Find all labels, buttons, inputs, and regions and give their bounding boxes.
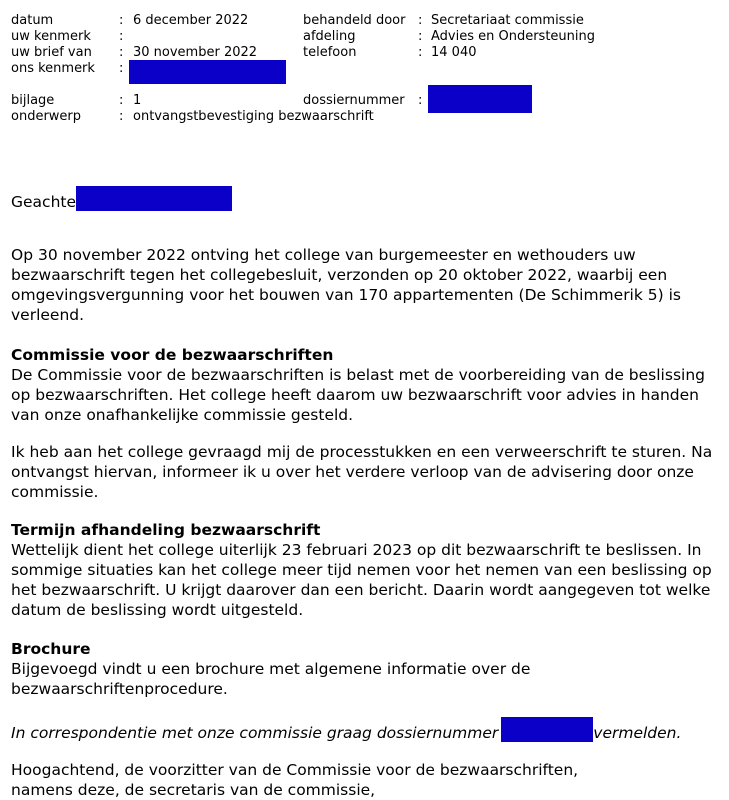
header-label-onderwerp: onderwerp <box>11 109 82 124</box>
correspondence-text-before: In correspondentie met onze commissie graag dossiernummer <box>11 724 499 742</box>
correspondence-note <box>11 717 723 743</box>
header-colon: : <box>119 29 124 44</box>
redacted-dossiernummer <box>428 85 532 113</box>
header-value-onderwerp: ontvangstbevestiging bezwaarschrift <box>133 109 374 124</box>
section-text-termijn: Wettelijk dient het college uiterlijk 23 februari 2023 op dit bezwaarschrift te beslissen. In sommige situaties kan het college meer tijd nemen voor het nemen van een beslissing op het bezwaarschrift. U krijgt daarover dan een bericht. Daarin wordt aangegeven tot welke datum de beslissing wordt uitgesteld. <box>11 541 712 619</box>
header-label-uw-kenmerk: uw kenmerk <box>11 29 91 44</box>
section-brochure <box>11 639 723 699</box>
header-value-behandeld-door: Secretariaat commissie <box>431 13 584 28</box>
header-value-bijlage: 1 <box>133 93 142 108</box>
closing <box>11 760 723 800</box>
section-heading-commissie: Commissie voor de bezwaarschriften <box>11 346 334 364</box>
redacted-name <box>76 186 232 211</box>
intro-paragraph <box>11 245 723 325</box>
header-colon: : <box>418 45 423 60</box>
section-text-commissie-2: Ik heb aan het college gevraagd mij de processtukken en een verweerschrift te sturen. Na ontvangst hiervan, informeer ik u over het verdere verloop van de advisering door onze commissie. <box>11 443 713 501</box>
salutation-text: Geachte <box>11 193 77 211</box>
header-value-datum: 6 december 2022 <box>133 13 249 28</box>
section-commissie <box>11 345 723 425</box>
section-termijn <box>11 520 723 620</box>
header-value-uw-brief-van: 30 november 2022 <box>133 45 258 60</box>
paragraph-processtukken <box>11 442 723 502</box>
header-label-dossiernummer: dossiernummer <box>303 93 405 108</box>
header-colon: : <box>119 109 124 124</box>
header-colon: : <box>418 93 423 108</box>
header-label-behandeld-door: behandeld door <box>303 13 406 28</box>
header-label-afdeling: afdeling <box>303 29 356 44</box>
correspondence-text-after: vermelden. <box>593 724 682 742</box>
section-text-commissie: De Commissie voor de bezwaarschriften is belast met de voorbereiding van de beslissing op bezwaarschriften. Het college heeft daarom uw bezwaarschrift voor advies in handen van onze onafhankelijke commissie gesteld. <box>11 366 705 424</box>
closing-line-2: namens deze, de secretaris van de commissie, <box>11 781 376 799</box>
header-colon: : <box>119 13 124 28</box>
header-label-bijlage: bijlage <box>11 93 55 108</box>
header-label-datum: datum <box>11 13 54 28</box>
header-label-ons-kenmerk: ons kenmerk <box>11 61 95 76</box>
salutation <box>11 186 723 212</box>
header-colon: : <box>119 93 124 108</box>
header-value-telefoon: 14 040 <box>431 45 477 60</box>
intro-text: Op 30 november 2022 ontving het college van burgemeester en wethouders uw bezwaarschrift tegen het collegebesluit, verzonden op 20 oktober 2022, waarbij een omgevingsvergunning voor het bouwen van 170 appartementen (De Schimmerik 5) is verleend. <box>11 246 681 324</box>
redacted-ons-kenmerk <box>129 60 286 84</box>
closing-line-1: Hoogachtend, de voorzitter van de Commissie voor de bezwaarschriften, <box>11 761 579 779</box>
header-value-afdeling: Advies en Ondersteuning <box>431 29 596 44</box>
section-heading-termijn: Termijn afhandeling bezwaarschrift <box>11 521 321 539</box>
header-colon: : <box>119 61 124 76</box>
header-colon: : <box>119 45 124 60</box>
section-heading-brochure: Brochure <box>11 640 91 658</box>
header-label-uw-brief-van: uw brief van <box>11 45 92 60</box>
header-label-telefoon: telefoon <box>303 45 357 60</box>
header-colon: : <box>418 29 423 44</box>
section-text-brochure: Bijgevoegd vindt u een brochure met algemene informatie over de bezwaarschriftenprocedure. <box>11 660 531 698</box>
header-colon: : <box>418 13 423 28</box>
redacted-dossiernummer-inline <box>501 717 593 742</box>
